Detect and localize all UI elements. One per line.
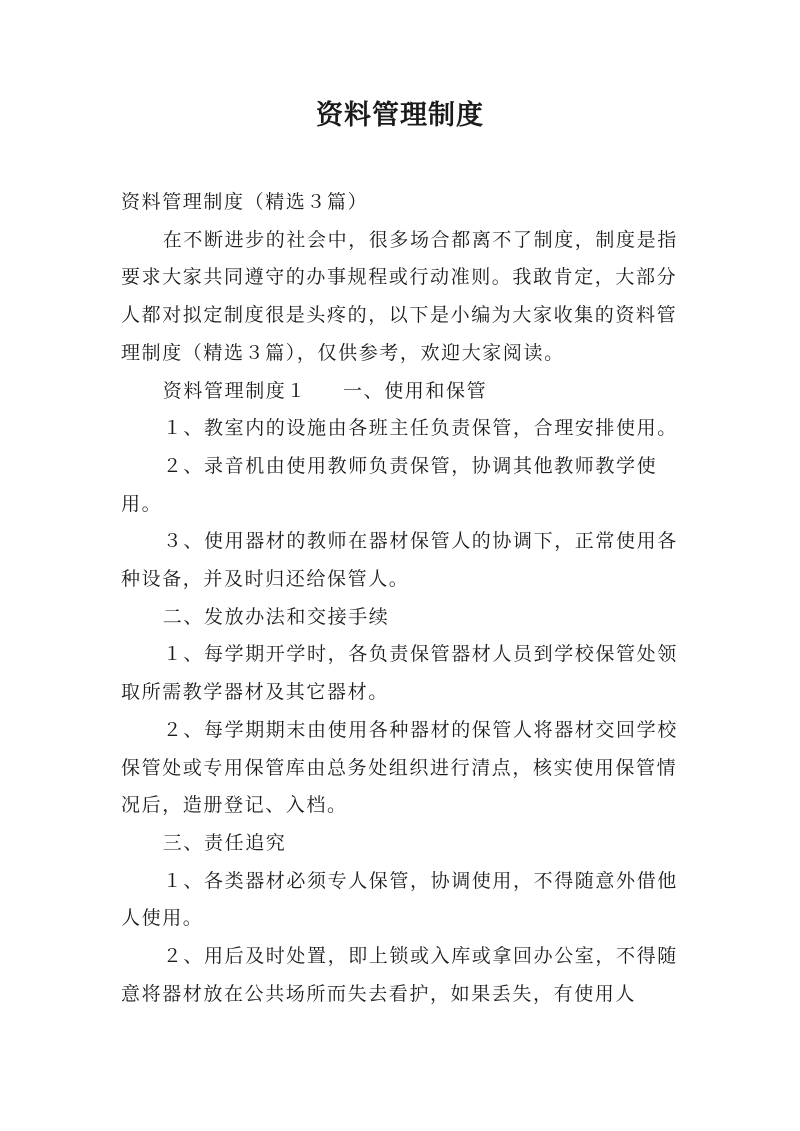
sub-heading: 三、责任追究 (162, 831, 287, 854)
section-part: 一、使用和保管 (343, 379, 488, 402)
paragraph: １、每学期开学时，各负责保管器材人员到学校保管处领取所需教学器材及其它器材。 (121, 643, 678, 704)
paragraph: ３、使用器材的教师在器材保管人的协调下，正常使用各种设备，并及时归还给保管人。 (121, 530, 678, 591)
intro-paragraph: 在不断进步的社会中，很多场合都离不了制度，制度是指要求大家共同遵守的办事规程或行动准则。我敢肯定，大部分人都对拟定制度很是头疼的，以下是小编为大家收集的资料管理制度（精选３篇），仅供参考，欢迎大家阅读。 (121, 228, 678, 364)
paragraph: １、各类器材必须专人保管，协调使用，不得随意外借他人使用。 (121, 869, 678, 930)
sub-heading: 二、发放办法和交接手续 (162, 605, 390, 628)
section-heading (121, 373, 695, 411)
document-body (121, 184, 695, 1013)
section-label: 资料管理制度１ (162, 379, 307, 402)
paragraph: ２、录音机由使用教师负责保管，协调其他教师教学使用。 (121, 454, 658, 515)
paragraph: ２、用后及时处置，即上锁或入库或拿回办公室，不得随意将器材放在公共场所而失去看护，如果丢失，有使用人 (121, 945, 678, 1005)
paragraph: １、教室内的设施由各班主任负责保管，合理安排使用。 (162, 417, 678, 440)
paragraph: ２、每学期期末由使用各种器材的保管人将器材交回学校保管处或专用保管库由总务处组织进行清点，核实使用保管情况后，造册登记、入档。 (121, 718, 678, 817)
document-subtitle: 资料管理制度（精选３篇） (121, 191, 369, 213)
document-title: 资料管理制度 (316, 100, 484, 131)
